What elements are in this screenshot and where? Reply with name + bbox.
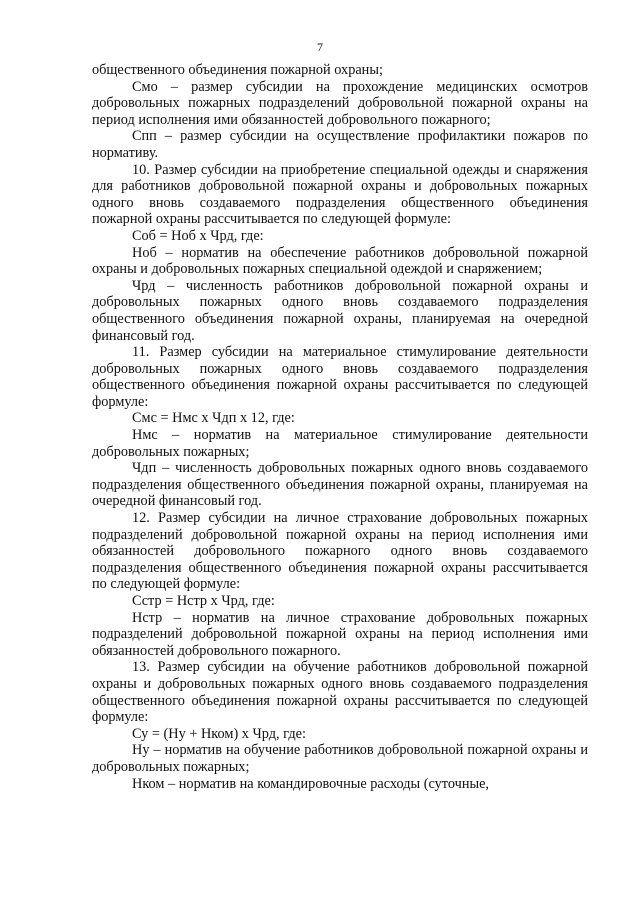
paragraph: 10. Размер субсидии на приобретение специальной одежды и снаряжения для работников добровольной пожарной охраны и добровольных пожарных одного вновь создаваемого подразделения общественного объединения пожарной охраны рассчитывается по следующей формуле: xyxy=(92,161,588,228)
paragraph: общественного объединения пожарной охраны; xyxy=(92,62,383,78)
paragraph: Чрд – численность работников добровольной пожарной охраны и добровольных пожарных одного вновь создаваемого подразделения общественного объединения пожарной охраны, планируемая на очередной финансовый год. xyxy=(92,277,588,344)
paragraph: Смо – размер субсидии на прохождение медицинских осмотров добровольных пожарных подразделений добровольной пожарной охраны на период исполнения ими обязанностей добровольного пожарного; xyxy=(92,78,588,128)
paragraph: 13. Размер субсидии на обучение работников добровольной пожарной охраны и добровольных пожарных одного вновь создаваемого подразделения общественного объединения пожарной охраны рассчитывается по следующей формуле: xyxy=(92,659,588,726)
paragraph: Нком – норматив на командировочные расходы (суточные, xyxy=(132,775,489,792)
paragraph: Чдп – численность добровольных пожарных одного вновь создаваемого подразделения общественного объединения пожарной охраны, планируемая на очередной финансовый год. xyxy=(92,460,588,510)
paragraph: Ноб – норматив на обеспечение работников добровольной пожарной охраны и добровольных пожарных специальной одеждой и снаряжением; xyxy=(92,244,588,278)
paragraph: Смс = Нмс х Чдп х 12, где: xyxy=(132,410,295,427)
paragraph: 12. Размер субсидии на личное страхование добровольных пожарных подразделений добровольной пожарной охраны на период исполнения ими обязанностей добровольного пожарного одного вновь создаваемого подразделения общественного объединения пожарной охраны рассчитывается по следующей формуле: xyxy=(92,510,588,593)
document-body xyxy=(92,62,588,792)
paragraph: Нстр – норматив на личное страхование добровольных пожарных подразделений добровольной пожарной охраны на период исполнения ими обязанностей добровольного пожарного. xyxy=(92,609,588,659)
paragraph: Сстр = Нстр х Чрд, где: xyxy=(132,593,275,609)
paragraph: Нмс – норматив на материальное стимулирование деятельности добровольных пожарных; xyxy=(92,427,588,460)
paragraph: Су = (Ну + Нком) х Чрд, где: xyxy=(132,725,306,742)
paragraph: 11. Размер субсидии на материальное стимулирование деятельности добровольных пожарных одного вновь создаваемого подразделения общественного объединения пожарной охраны рассчитывается по следующей формуле: xyxy=(92,344,588,410)
paragraph: Ну – норматив на обучение работников добровольной пожарной охраны и добровольных пожарных; xyxy=(92,742,588,775)
paragraph: Спп – размер субсидии на осуществление профилактики пожаров по нормативу. xyxy=(92,128,588,161)
page-number: 7 xyxy=(317,40,323,54)
paragraph: Соб = Ноб х Чрд, где: xyxy=(132,227,264,244)
